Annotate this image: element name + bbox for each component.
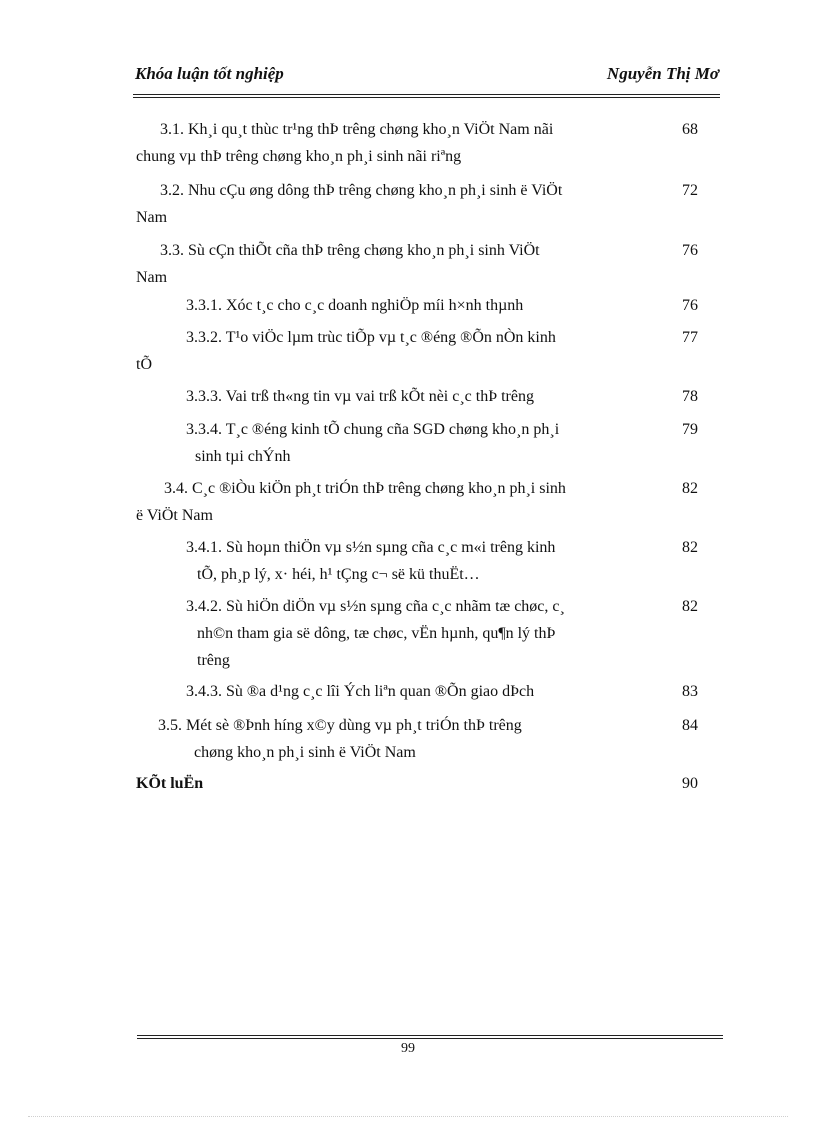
toc-page-number: 82 (682, 598, 698, 615)
toc-entry-3-3-1 (186, 292, 706, 319)
toc-page-number: 84 (682, 717, 698, 734)
toc-entry-text: 3.1. Kh¸i qu¸t thùc tr¹ng thÞ trêng chøng kho¸n ViÖt Nam nãi (160, 121, 554, 138)
toc-entry-text: KÕt luËn (136, 775, 204, 792)
toc-entry-text-continued: nh©n tham gia së dông, tæ chøc, vËn hµnh, qu¶n lý thÞ (197, 625, 556, 642)
toc-entry-text-continued: tÕ, ph¸p lý, x· héi, h¹ tÇng c¬ së kü thuËt… (197, 566, 480, 583)
toc-entry-text-continued: chøng kho¸n ph¸i sinh ë ViÖt Nam (194, 744, 416, 761)
toc-page-number: 82 (682, 480, 698, 497)
toc-page-number: 68 (682, 121, 698, 138)
toc-entry-3-2 (136, 177, 706, 231)
toc-entry-text: 3.3.3. Vai trß th«ng tin vµ vai trß kÕt nèi c¸c thÞ trêng (186, 388, 534, 405)
header-thesis-title: Khóa luận tốt nghiệp (135, 64, 284, 83)
toc-entry-text-continued: tÕ (136, 356, 152, 373)
bottom-dotted-edge (28, 1116, 788, 1117)
header-author-name: Nguyễn Thị Mơ (606, 64, 719, 83)
toc-page-number: 72 (682, 182, 698, 199)
toc-entry-text: 3.4.2. Sù hiÖn diÖn vµ s½n sµng cña c¸c nhãm tæ chøc, c¸ (186, 598, 565, 615)
toc-entry-text-continued: sinh tµi chÝnh (195, 448, 291, 465)
toc-entry-text-continued: ë ViÖt Nam (136, 507, 213, 524)
toc-entry-text-continued: trêng (197, 652, 230, 669)
toc-entry-text-continued: Nam (136, 209, 168, 226)
toc-entry-3-4-1 (186, 534, 706, 588)
header-double-rule (133, 94, 720, 98)
toc-entry-3-3 (136, 237, 706, 291)
toc-entry-3-4-3 (186, 678, 706, 705)
toc-entry-text: 3.4. C¸c ®iÒu kiÖn ph¸t triÓn thÞ trêng chøng kho¸n ph¸i sinh (164, 480, 566, 497)
toc-entry-text-continued: chung vµ thÞ trêng chøng kho¸n ph¸i sinh nãi riªng (136, 148, 462, 165)
toc-entry-3-1 (136, 116, 706, 170)
toc-entry-text: 3.3.1. Xóc t¸c cho c¸c doanh nghiÖp míi h×nh thµnh (186, 297, 524, 314)
toc-entry-3-4 (136, 475, 706, 529)
toc-entry-text: 3.4.3. Sù ®a d¹ng c¸c lîi Ých liªn quan ®Õn giao dÞch (186, 683, 535, 700)
toc-page-number: 78 (682, 388, 698, 405)
toc-entry-3-4-2 (186, 593, 706, 674)
toc-page-number: 79 (682, 421, 698, 438)
page-number: 99 (401, 1041, 415, 1056)
toc-entry-3-3-2 (136, 324, 706, 378)
toc-page-number: 90 (682, 775, 698, 792)
toc-page-number: 76 (682, 242, 698, 259)
toc-page-number: 76 (682, 297, 698, 314)
footer-double-rule (137, 1035, 723, 1039)
toc-entry-3-3-3 (186, 383, 706, 410)
toc-entry-text: 3.3.4. T¸c ®éng kinh tÕ chung cña SGD chøng kho¸n ph¸i (186, 421, 560, 438)
toc-entry-text: 3.2. Nhu cÇu øng dông thÞ trêng chøng kho¸n ph¸i sinh ë ViÖt (160, 182, 563, 199)
toc-entry-text-continued: Nam (136, 269, 168, 286)
toc-entry-text: 3.5. Mét sè ®Þnh híng x©y dùng vµ ph¸t triÓn thÞ trêng (158, 717, 522, 734)
toc-page-number: 77 (682, 329, 698, 346)
toc-entry-text: 3.3.2. T¹o viÖc lµm trùc tiÕp vµ t¸c ®éng ®Õn nÒn kinh (186, 329, 556, 346)
toc-entry-3-3-4 (186, 416, 706, 470)
toc-entry-3-5 (136, 712, 706, 766)
page-header (135, 64, 719, 92)
toc-entry-text: 3.4.1. Sù hoµn thiÖn vµ s½n sµng cña c¸c m«i trêng kinh (186, 539, 556, 556)
toc-entry-conclusion (136, 770, 706, 797)
toc-page-number: 82 (682, 539, 698, 556)
toc-entry-text: 3.3. Sù cÇn thiÕt cña thÞ trêng chøng kho¸n ph¸i sinh ViÖt (160, 242, 540, 259)
toc-page-number: 83 (682, 683, 698, 700)
